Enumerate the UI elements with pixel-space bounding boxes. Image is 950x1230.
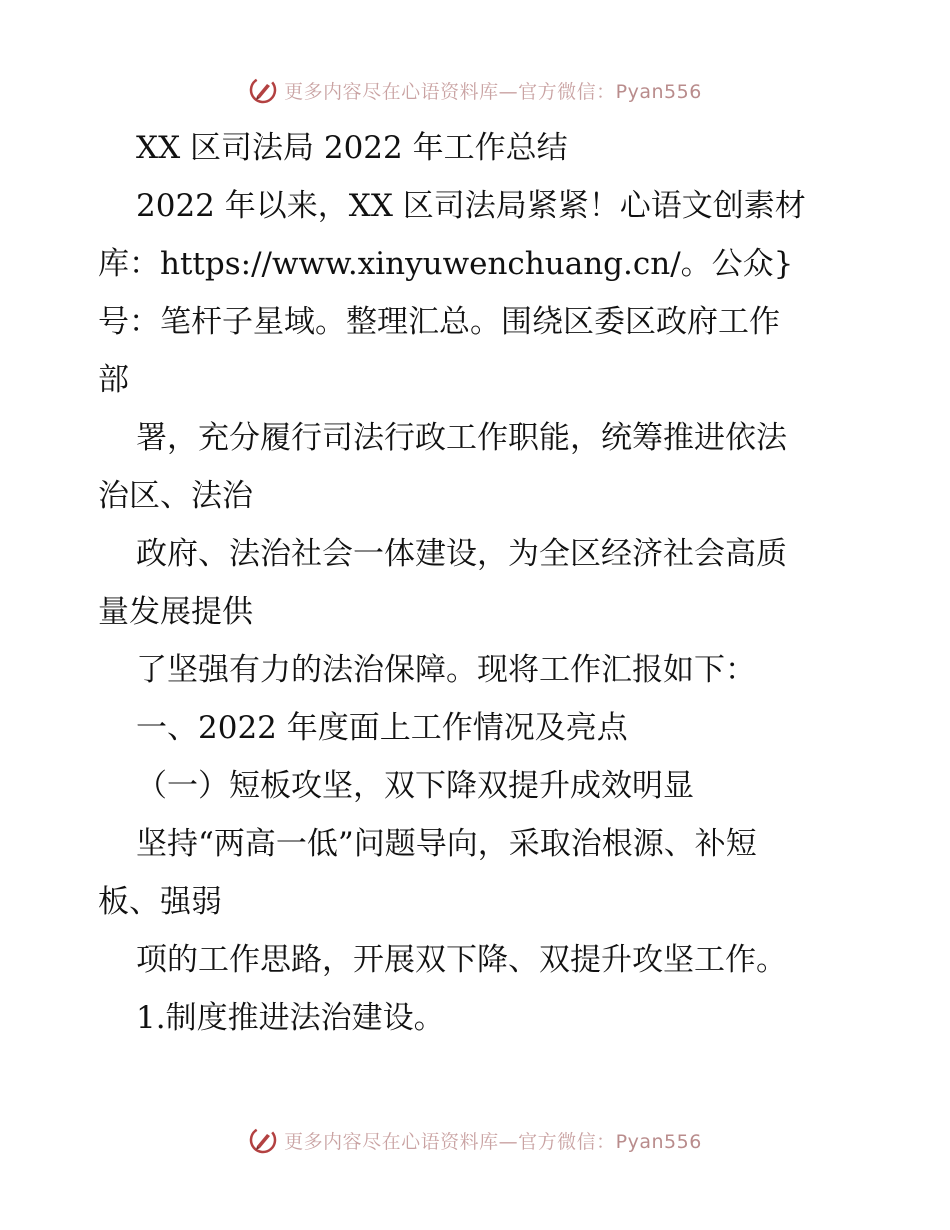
paragraph-line: 项的工作思路，开展双下降、双提升攻坚工作。	[136, 942, 787, 978]
pen-logo-icon	[248, 75, 278, 105]
paragraph-line: 号：笔杆子星域。整理汇总。围绕区委区政府工作	[98, 304, 780, 340]
paragraph-line: 部	[98, 362, 129, 398]
wechat-id: Pyan556	[615, 80, 702, 103]
paragraph-line: 治区、法治	[98, 478, 253, 514]
watermark-text: 更多内容尽在心语资料库—官方微信：Pyan556	[284, 1130, 702, 1153]
paragraph-line: 板、强弱	[98, 884, 222, 920]
numbered-item: 1.制度推进法治建设。	[136, 1000, 445, 1036]
paragraph-line: 坚持“两高一低”问题导向，采取治根源、补短	[136, 826, 757, 862]
paragraph-line: 署，充分履行司法行政工作职能，统筹推进依法	[136, 420, 787, 456]
paragraph-line: 政府、法治社会一体建设，为全区经济社会高质	[136, 536, 787, 572]
document-title: XX 区司法局 2022 年工作总结	[136, 130, 568, 166]
footer-watermark-banner	[0, 1120, 950, 1160]
paragraph-line: 了坚强有力的法治保障。现将工作汇报如下：	[136, 652, 756, 688]
pen-logo-icon	[248, 1125, 278, 1155]
watermark-text: 更多内容尽在心语资料库—官方微信：Pyan556	[284, 80, 702, 103]
wechat-id: Pyan556	[615, 1130, 702, 1153]
paragraph-line: 2022 年以来，XX 区司法局紧紧！心语文创素材	[136, 188, 806, 224]
paragraph-line: 量发展提供	[98, 594, 253, 630]
paragraph-line: 库：https://www.xinyuwenchuang.cn/。公众}	[98, 246, 794, 282]
header-watermark-banner	[0, 70, 950, 110]
subsection-heading: （一）短板攻坚，双下降双提升成效明显	[136, 768, 694, 804]
section-heading: 一、2022 年度面上工作情况及亮点	[136, 710, 628, 746]
